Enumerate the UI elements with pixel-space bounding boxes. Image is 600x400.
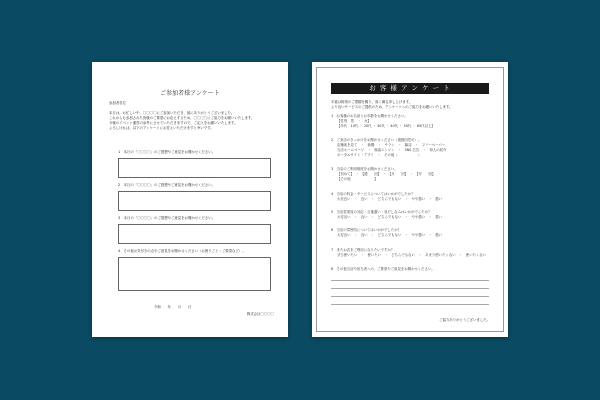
section-6 <box>331 228 491 238</box>
section-option[interactable]: 大変良い ・ 良い ・ どちらでもない ・ やや悪い ・ 悪い <box>337 233 443 237</box>
section-7 <box>331 248 491 258</box>
section-4 <box>331 192 491 202</box>
survey-title: ご参加者様アンケート <box>160 90 220 97</box>
intro-line: よろしければ、以下のアンケートにお答えいただけますと幸いです。 <box>109 126 214 130</box>
section-question: 7 またお店をご利用になりたいですか？ <box>331 248 395 252</box>
intro-line: 今後のイベント運営の参考にさせていただきますので、ご記入をお願いいたします。 <box>109 121 238 125</box>
question-3: 3 本日の「〇〇〇〇」のご感想やご意見をお聞かせください。 <box>118 216 216 220</box>
section-option[interactable]: ぜひ使いたい ・ 使いたい ・ どちらでもない ・ あまり使いたくない ・ 使いたくない <box>337 253 487 257</box>
section-question: 2 ご来店のきっかけをお聞かせください（複数回答可）。 <box>331 138 422 142</box>
section-5 <box>331 210 491 220</box>
section-question: 8 その他当店や担当者への、ご要望やご意見をお聞かせください。 <box>331 267 435 271</box>
section-option[interactable]: 【性別 男 ・ 女】 <box>337 119 371 123</box>
section-option[interactable]: 【年代 10代 ・ 20代 ・ 30代 ・ 40代 ・ 50代 ・ 60代以上】 <box>337 124 435 128</box>
section-option[interactable]: 【その他 】 <box>337 177 378 181</box>
thanks-text: ご協力ありがとうございました。 <box>439 318 490 322</box>
answer-line[interactable] <box>331 296 489 297</box>
answer-line[interactable] <box>331 288 489 289</box>
participant-survey-sheet <box>92 62 288 337</box>
section-8 <box>331 267 491 272</box>
section-option[interactable]: ポータルサイト・アプリ ・ その他（ ） <box>337 153 422 157</box>
answer-box-1[interactable] <box>118 158 271 178</box>
customer-survey-sheet <box>312 62 508 337</box>
answer-line[interactable] <box>331 304 489 305</box>
survey-title-banner: お 客 様 ア ン ケ ー ト <box>331 83 489 94</box>
section-option[interactable]: 【初めて】 ・ 【週 回】 ・ 【月 回】 ・ 【年 回】 <box>337 172 436 176</box>
section-question: 5 当店従業員の対応・言葉遣い・身だしなみはいかがでしたか？ <box>331 210 432 214</box>
section-option[interactable]: 当店ホームページ ・ 検索エンジン ・ SNS 広告 ・ 知人の紹介 <box>337 148 447 152</box>
section-question: 4 当店の料金・サービスについてはいかがでしたか？ <box>331 192 415 196</box>
intro-line: 本日は、お忙しい中、〇〇〇〇にご参加いただき、誠にありがとうございました。 <box>109 111 235 115</box>
question-4: 4 その他お気付きの点やご意見をお聞かせください（お困りごと・ご要望など）。 <box>118 249 246 253</box>
answer-box-3[interactable] <box>118 224 271 244</box>
section-option[interactable]: 大変良い ・ 良い ・ どちらでもない ・ やや悪い ・ 悪い <box>337 197 443 201</box>
section-question: 1 お客様のお名前とお年齢をお聞かせください。 <box>331 114 408 118</box>
intro-line: 平素は格別のご愛顧を賜り、厚く御礼申し上げます。 <box>331 100 413 104</box>
question-2: 2 本日の「〇〇〇〇」のご感想やご意見をお聞かせください。 <box>118 183 216 187</box>
intro-line: より良いサービスのご提供のため、アンケートへのご協力をお願いいたします。 <box>331 105 453 109</box>
answer-line[interactable] <box>331 280 489 281</box>
section-1 <box>331 114 491 129</box>
section-3 <box>331 167 491 182</box>
answer-box-4[interactable] <box>118 257 271 291</box>
section-question: 3 当店のご利用頻度をお聞かせください。 <box>331 167 398 171</box>
company-name: 株式会社〇〇〇〇 <box>246 312 274 316</box>
section-option[interactable]: 店舗前を見て ・ 新聞 ・ チラシ ・ 雑誌 ・ フリーペーパー <box>337 143 446 147</box>
intro-text <box>331 100 491 110</box>
question-1: 1 本日の「〇〇〇〇」のご感想やご意見をお聞かせください。 <box>118 150 216 154</box>
section-option[interactable]: 大変良い ・ 良い ・ どちらでもない ・ やや悪い ・ 悪い <box>337 215 443 219</box>
answer-box-2[interactable] <box>118 191 271 211</box>
section-2 <box>331 138 491 158</box>
intro-text <box>109 111 273 131</box>
date-line: 令和 年 月 日 <box>154 305 192 309</box>
addressee: 参加者各位 <box>109 101 126 105</box>
intro-line: これからも参加された皆様のご要望にお応えするため、〇〇〇〇にご協力をお願いいたします。 <box>109 116 255 120</box>
section-question: 6 当店の雰囲気についてはいかがでしたか？ <box>331 228 401 232</box>
